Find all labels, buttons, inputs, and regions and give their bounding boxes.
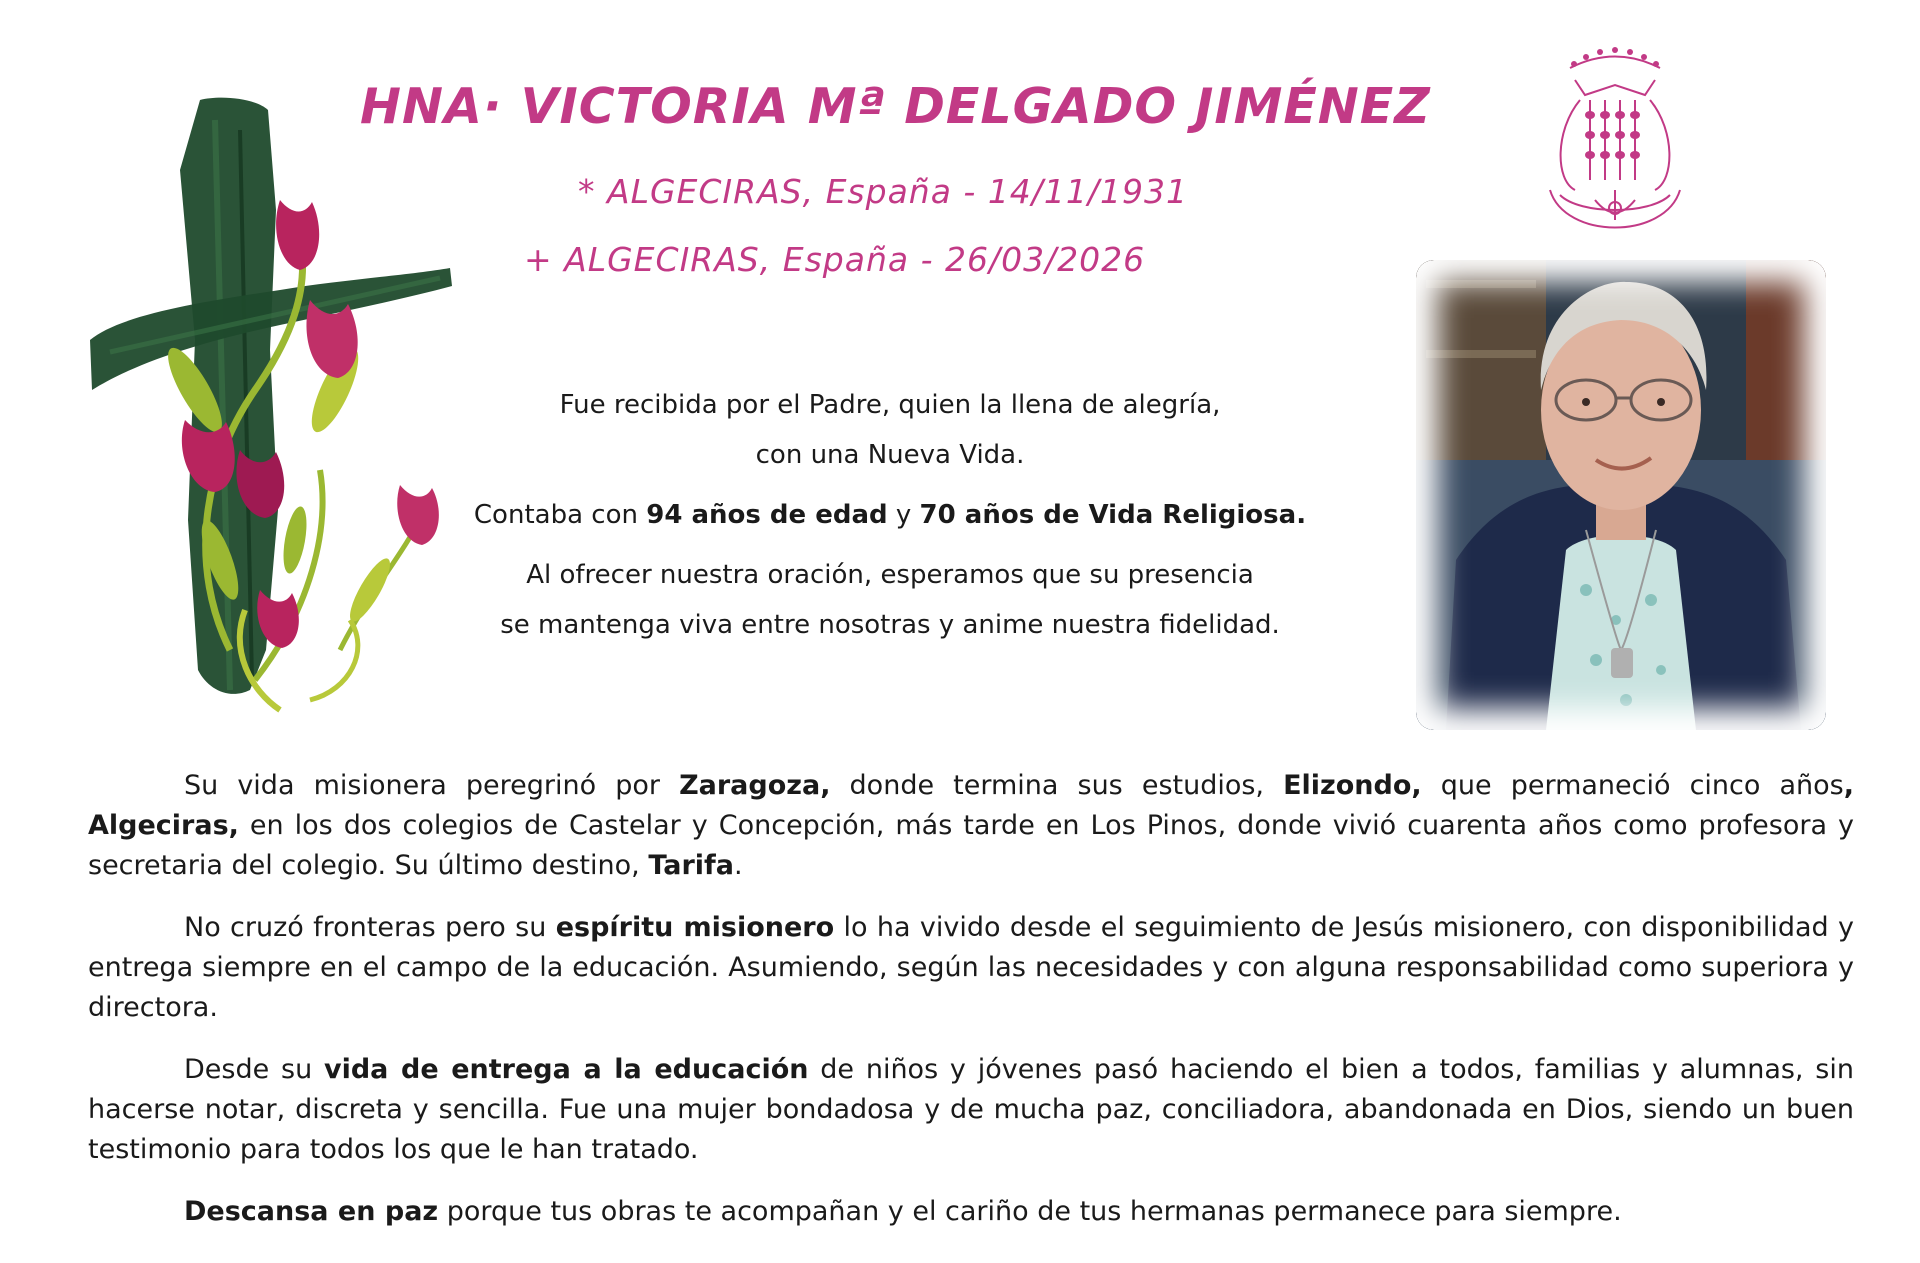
religious-years: 70 años de Vida Religiosa. (919, 500, 1307, 530)
marian-emblem (1540, 40, 1690, 250)
text: donde termina sus estudios, (830, 770, 1284, 801)
place-tarifa: Tarifa (648, 850, 735, 881)
emphasis: vida de entrega a la educación (323, 1054, 809, 1085)
text: de niños y jóvenes pasó haciendo el bien a todos, familias y alumnas, sin hacerse notar, discreta y sencilla. Fue una mujer bondadosa y de mucha paz, conciliadora, abandonada en Dios, siendo un buen testimonio para todos los que le han tratado. (88, 1054, 1854, 1165)
photo-soft-edge (1416, 260, 1826, 730)
age-mid: y (887, 500, 920, 530)
cross-illustration (80, 90, 460, 730)
biography (88, 766, 1854, 1254)
emphasis: espíritu misionero (555, 912, 835, 943)
text: que permaneció cinco años (1421, 770, 1844, 801)
page-title: HNA· VICTORIA Mª DELGADO JIMÉNEZ (360, 78, 1431, 135)
bio-paragraph-4 (88, 1192, 1854, 1232)
intro-line-5: se mantenga viva entre nosotras y anime nuestra fidelidad. (500, 610, 1280, 640)
text: lo ha vivido desde el seguimiento de Jesús misionero, con disponibilidad y entrega siempre en el campo de la educación. Asumiendo, según las necesidades y con alguna responsabilidad como superiora y directora. (88, 912, 1854, 1023)
place-algeciras: , Algeciras, (88, 770, 1854, 841)
place-zaragoza: Zaragoza, (679, 770, 831, 801)
text: en los dos colegios de Castelar y Concepción, más tarde en Los Pinos, donde vivió cuarenta años como profesora y secretaria del colegio. Su último destino, (88, 810, 1854, 881)
text: Desde su (184, 1054, 324, 1085)
intro-line-2: con una Nueva Vida. (755, 440, 1025, 470)
bio-paragraph-2 (88, 908, 1854, 1028)
text: Su vida misionera peregrinó por (184, 770, 680, 801)
text: porque tus obras te acompañan y el cariño de tus hermanas permanece para siempre. (438, 1196, 1622, 1227)
emphasis: Descansa en paz (184, 1196, 439, 1227)
intro-age-line (420, 490, 1360, 540)
intro-line-4: Al ofrecer nuestra oración, esperamos que su presencia (526, 560, 1254, 590)
bio-paragraph-3 (88, 1050, 1854, 1170)
intro-block (420, 380, 1360, 650)
age-prefix: Contaba con (473, 500, 647, 530)
portrait-photo (1416, 260, 1826, 730)
intro-line-1: Fue recibida por el Padre, quien la llena de alegría, (559, 390, 1221, 420)
place-elizondo: Elizondo, (1283, 770, 1422, 801)
birth-date-line: * ALGECIRAS, España - 14/11/1931 (578, 172, 1189, 211)
text: No cruzó fronteras pero su (184, 912, 556, 943)
age-years: 94 años de edad (646, 500, 888, 530)
text: . (734, 850, 743, 881)
death-date-line: + ALGECIRAS, España - 26/03/2026 (524, 240, 1146, 279)
bio-paragraph-1 (88, 766, 1854, 886)
